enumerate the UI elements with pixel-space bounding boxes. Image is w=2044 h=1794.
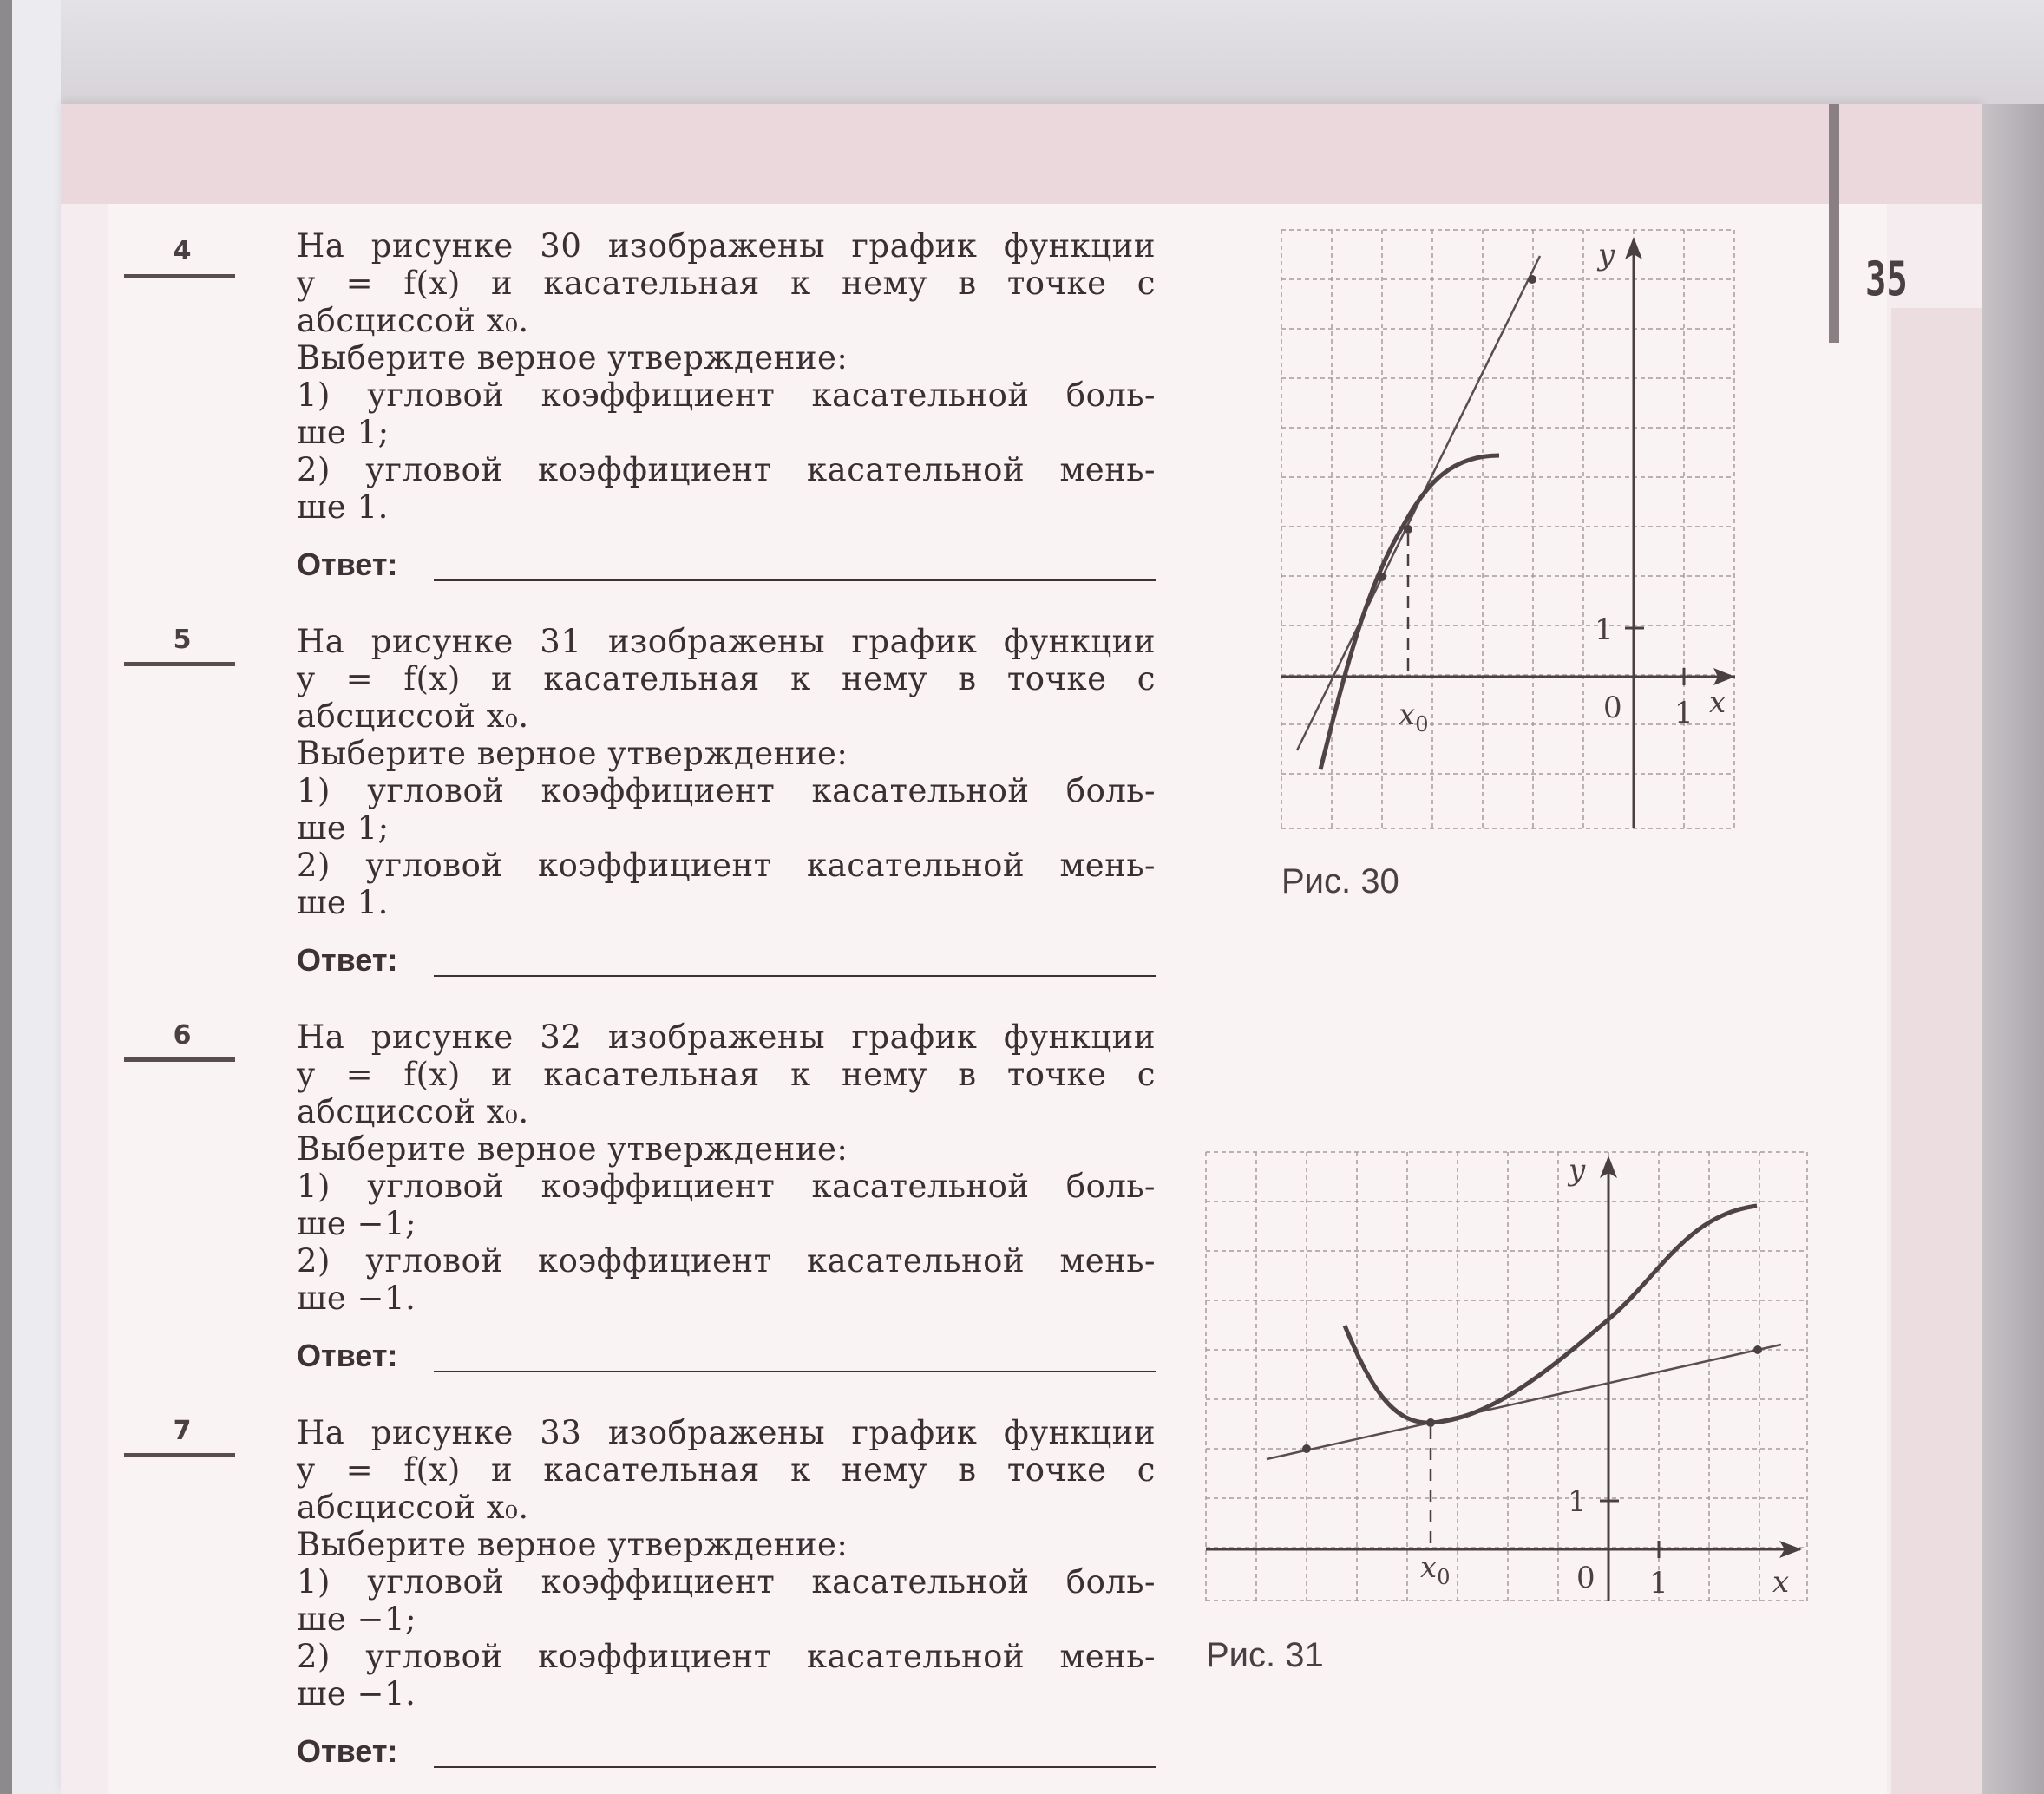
problem-number: 7 [173, 1416, 192, 1446]
text-line: 2) угловой коэффициент касательной мень- [297, 451, 1156, 488]
text-line: На рисунке 33 изображены график функции [297, 1414, 1156, 1451]
problem-text [297, 623, 1156, 921]
tangent-line-point [1378, 573, 1386, 581]
text-line: Выберите верное утверждение: [297, 339, 848, 376]
y-axis-label: y [1598, 238, 1615, 272]
text-line: На рисунке 31 изображены график функции [297, 623, 1156, 660]
x-axis-label: x [1709, 685, 1726, 720]
tangent-point [1426, 1418, 1435, 1427]
answer-field[interactable] [297, 942, 1156, 985]
problem-number-underline [124, 1057, 235, 1062]
left-dark-edge [0, 0, 12, 1794]
answer-label: Ответ: [297, 942, 398, 978]
text-line: ше 1; [297, 809, 390, 847]
answer-field[interactable] [297, 1733, 1156, 1777]
tangent-line-point [1753, 1346, 1762, 1354]
figure-30-graph [1275, 221, 1761, 846]
tangent-line-point [1528, 275, 1536, 284]
answer-label: Ответ: [297, 1733, 398, 1769]
right-margin [1891, 308, 1982, 1794]
x-axis-label: x [1772, 1565, 1790, 1600]
figure-30-caption: Рис. 30 [1281, 862, 1399, 900]
text-line: На рисунке 32 изображены график функции [297, 1018, 1156, 1056]
text-line: ше −1; [297, 1205, 417, 1242]
problem-number-underline [124, 274, 235, 278]
problem-number: 6 [173, 1020, 192, 1051]
text-line: ше 1. [297, 884, 389, 921]
text-line: Выберите верное утверждение: [297, 735, 848, 772]
text-line: 1) угловой коэффициент касательной боль- [297, 1168, 1156, 1205]
thumb-index-bar [1829, 104, 1839, 343]
page-top-band [61, 104, 1982, 204]
answer-field[interactable] [297, 547, 1156, 590]
text-line: ше −1. [297, 1675, 416, 1712]
text-line: 1) угловой коэффициент касательной боль- [297, 1563, 1156, 1601]
axes [1206, 1159, 1800, 1601]
page-right-edge [1982, 104, 2044, 1794]
page-number: 35 [1865, 252, 1908, 306]
answer-field[interactable] [297, 1338, 1156, 1381]
tangent-line-point [1302, 1444, 1311, 1453]
text-line: 2) угловой коэффициент касательной мень- [297, 1638, 1156, 1675]
problem-text [297, 1018, 1156, 1317]
text-line: абсциссой x₀. [297, 1093, 529, 1130]
text-line: y = f(x) и касательная к нему в точке с [297, 660, 1156, 697]
problem-text [297, 1414, 1156, 1712]
x0-label [1399, 697, 1428, 737]
origin-label: 0 [1576, 1561, 1595, 1595]
answer-line[interactable] [434, 1766, 1156, 1768]
x0-label [1420, 1550, 1450, 1589]
problem-number-underline [124, 662, 235, 666]
x-one-label: 1 [1674, 696, 1694, 730]
x0-label-main: x [1420, 1550, 1438, 1585]
problem-number: 4 [173, 236, 192, 266]
origin-label: 0 [1603, 691, 1622, 725]
answer-label: Ответ: [297, 547, 398, 582]
text-line: ше 1. [297, 488, 389, 526]
text-line: y = f(x) и касательная к нему в точке с [297, 265, 1156, 302]
tangent-point [1404, 525, 1412, 534]
problem-number: 5 [173, 625, 192, 655]
problem-number-underline [124, 1453, 235, 1457]
y-one-label: 1 [1568, 1484, 1587, 1519]
text-line: 1) угловой коэффициент касательной боль- [297, 772, 1156, 809]
text-line: 2) угловой коэффициент касательной мень- [297, 1242, 1156, 1280]
text-line: ше 1; [297, 414, 390, 451]
text-line: Выберите верное утверждение: [297, 1130, 848, 1168]
x0-label-sub: 0 [1415, 712, 1429, 737]
figure-31-caption: Рис. 31 [1206, 1636, 1324, 1674]
x-one-label: 1 [1649, 1566, 1668, 1601]
tangent-line [1267, 1345, 1781, 1459]
y-axis-label: y [1569, 1153, 1586, 1188]
text-line: На рисунке 30 изображены график функции [297, 227, 1156, 265]
y-one-label: 1 [1595, 612, 1614, 647]
text-line: абсциссой x₀. [297, 697, 529, 735]
text-line: абсциссой x₀. [297, 302, 529, 339]
text-line: y = f(x) и касательная к нему в точке с [297, 1056, 1156, 1093]
answer-line[interactable] [434, 1371, 1156, 1372]
text-line: абсциссой x₀. [297, 1489, 529, 1526]
text-line: y = f(x) и касательная к нему в точке с [297, 1451, 1156, 1489]
text-line: ше −1; [297, 1601, 417, 1638]
answer-line[interactable] [434, 579, 1156, 581]
text-line: Выберите верное утверждение: [297, 1526, 848, 1563]
top-shadow [61, 0, 2044, 113]
figure-31-graph [1202, 1145, 1809, 1614]
x0-label-main: x [1399, 697, 1416, 732]
text-line: 2) угловой коэффициент касательной мень- [297, 847, 1156, 884]
text-line: 1) угловой коэффициент касательной боль- [297, 376, 1156, 414]
answer-line[interactable] [434, 975, 1156, 977]
x0-label-sub: 0 [1437, 1565, 1451, 1589]
text-line: ше −1. [297, 1280, 416, 1317]
answer-label: Ответ: [297, 1338, 398, 1373]
problem-text [297, 227, 1156, 526]
